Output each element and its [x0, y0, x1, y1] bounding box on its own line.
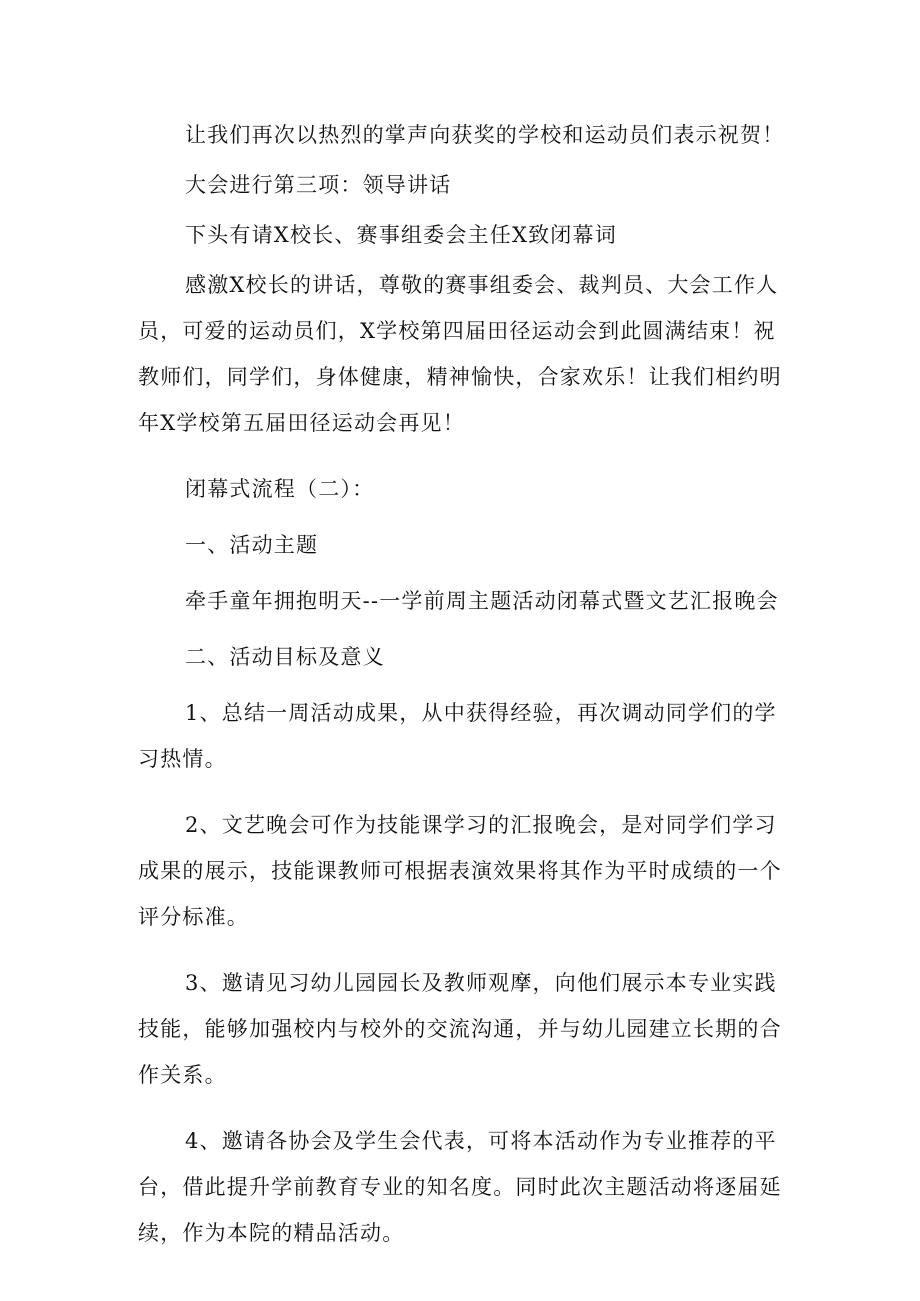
paragraph-closing-thanks: 感激X校长的讲话，尊敬的赛事组委会、裁判员、大会工作人员，可爱的运动员们，X学校第四届田径运动会到此圆满结束！祝教师们，同学们，身体健康，精神愉快，合家欢乐！让我们相约明年X学校第五届田径运动会再见！	[138, 273, 782, 435]
paragraph-activity-theme-title: 牵手童年拥抱明天--一学前周主题活动闭幕式暨文艺汇报晚会	[185, 589, 779, 613]
paragraph-congratulations: 让我们再次以热烈的掌声向获奖的学校和运动员们表示祝贺！	[185, 123, 785, 147]
heading-closing-ceremony-process: 闭幕式流程（二）：	[185, 477, 375, 501]
list-item-goal-3: 3、邀请见习幼儿园园长及教师观摩，向他们展示本专业实践技能，能够加强校内与校外的交流沟通，并与幼儿园建立长期的合作关系。	[138, 971, 782, 1087]
document-body	[138, 112, 788, 1256]
paragraph-agenda-item-three: 大会进行第三项：领导讲话	[185, 173, 452, 197]
heading-activity-goals: 二、活动目标及意义	[185, 645, 385, 669]
paragraph-invite-principal: 下头有请X校长、赛事组委会主任X致闭幕词	[185, 223, 617, 247]
list-item-goal-4: 4、邀请各协会及学生会代表，可将本活动作为专业推荐的平台，借此提升学前教育专业的知名度。同时此次主题活动将逐届延续，作为本院的精品活动。	[138, 1129, 782, 1245]
list-item-goal-2: 2、文艺晚会可作为技能课学习的汇报晚会，是对同学们学习成果的展示，技能课教师可根据表演效果将其作为平时成绩的一个评分标准。	[138, 813, 782, 929]
list-item-goal-1: 1、总结一周活动成果，从中获得经验，再次调动同学们的学习热情。	[138, 701, 777, 771]
heading-activity-theme: 一、活动主题	[185, 533, 319, 557]
